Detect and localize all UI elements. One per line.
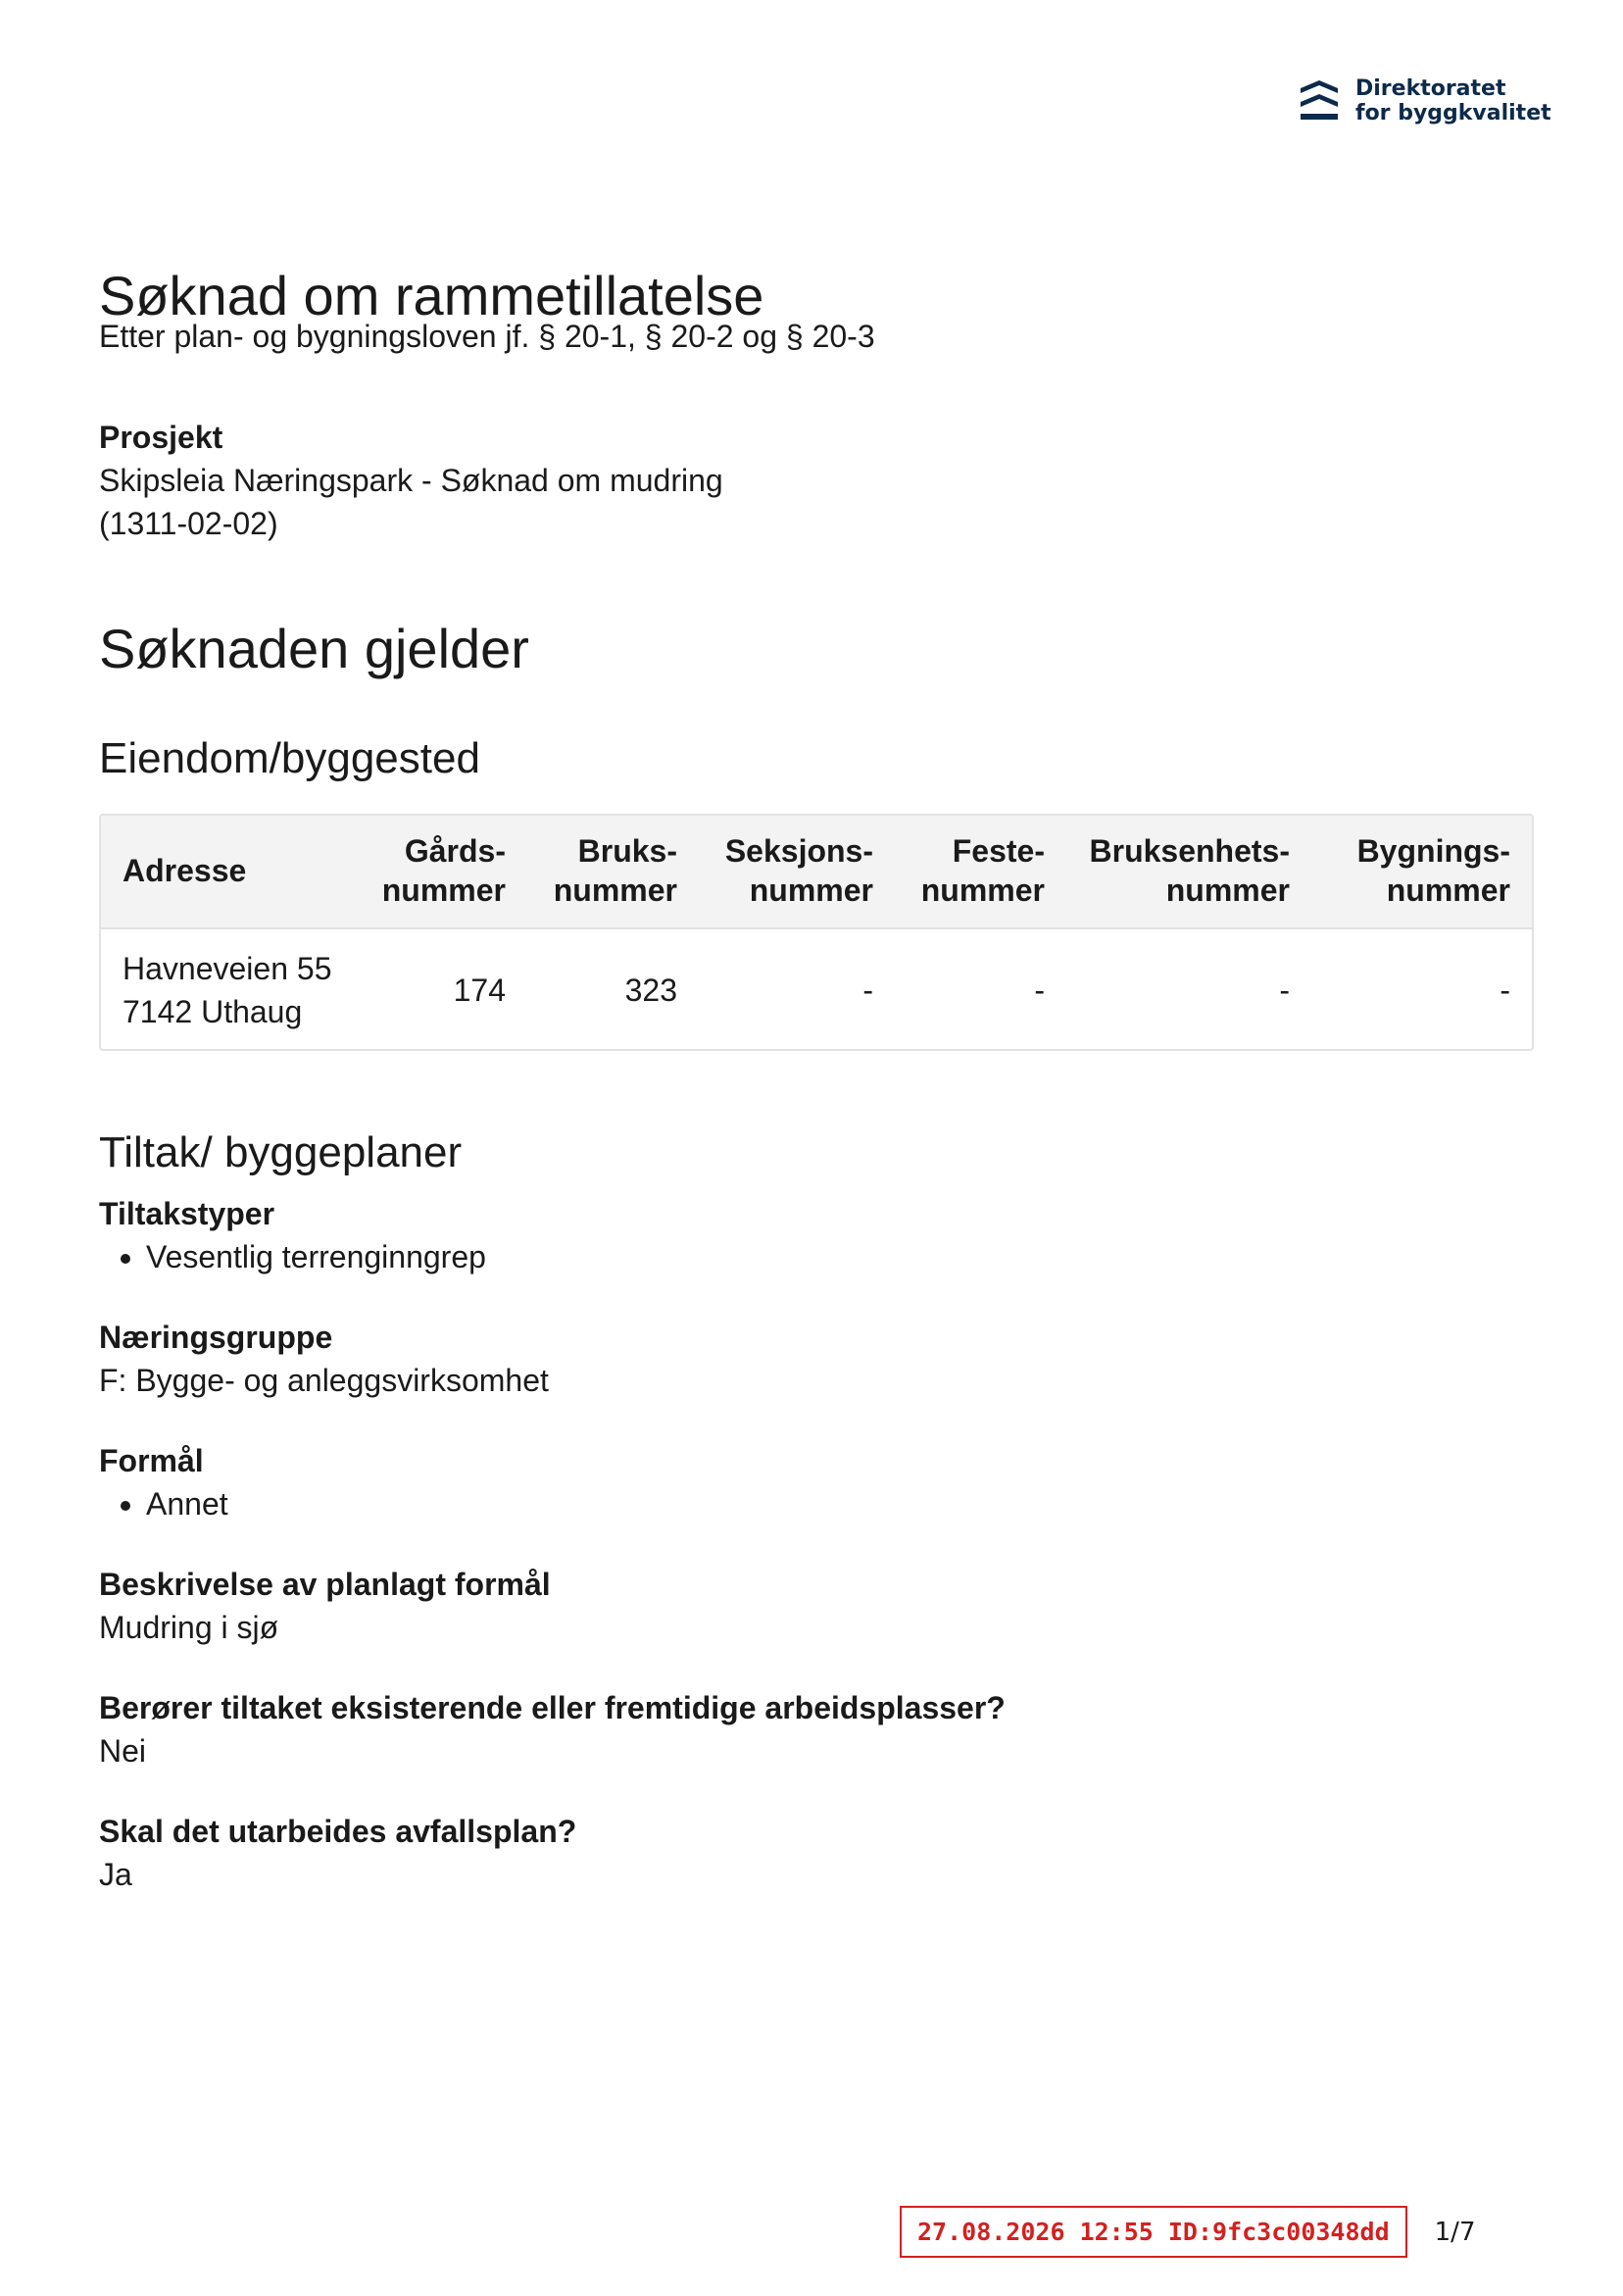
eiendom-heading: Eiendom/byggested [99, 734, 480, 782]
address-line: 7142 Uthaug [123, 994, 303, 1029]
page-title: Søknad om rammetillatelse [99, 265, 764, 326]
document-content [99, 265, 1532, 1896]
logo [1299, 76, 1551, 125]
column-header-bruksnummer [527, 816, 699, 928]
arbeidsplasser-block [99, 1686, 1532, 1772]
tiltakstyper-label: Tiltakstyper [99, 1196, 275, 1231]
arbeidsplasser-value: Nei [99, 1733, 147, 1769]
timestamp-id-stamp: 27.08.2026 12:55 ID:9fc3c00348dd [900, 2206, 1407, 2258]
eiendom-table [99, 814, 1534, 1051]
list-item: • Annet [146, 1482, 1532, 1525]
prosjekt-name: Skipsleia Næringspark - Søknad om mudring [99, 463, 723, 498]
column-header-line: nummer [1165, 873, 1290, 908]
formal-list [99, 1482, 1532, 1525]
column-header-line: Gårds- [404, 833, 506, 869]
column-header-gardsnummer [356, 816, 527, 928]
formal-label: Formål [99, 1443, 204, 1478]
list-item: • Vesentlig terrenginngrep [146, 1235, 1532, 1278]
chevron-stack-icon [1299, 76, 1340, 125]
cell-festenummer: - [895, 928, 1066, 1049]
tiltakstyper-list [99, 1235, 1532, 1278]
column-header-line: nummer [553, 873, 677, 908]
avfallsplan-value: Ja [99, 1857, 132, 1892]
cell-adresse [101, 928, 356, 1049]
column-header-line: nummer [749, 873, 873, 908]
naeringsgruppe-label: Næringsgruppe [99, 1320, 333, 1355]
avfallsplan-block [99, 1810, 1532, 1896]
prosjekt-block [99, 416, 1532, 545]
tiltak-heading: Tiltak/ byggeplaner [99, 1128, 463, 1176]
section-title: Søknaden gjelder [99, 618, 529, 679]
beskrivelse-value: Mudring i sjø [99, 1610, 279, 1645]
column-header-festenummer [895, 816, 1066, 928]
beskrivelse-block [99, 1563, 1532, 1649]
table-row [101, 928, 1532, 1049]
column-header-adresse [101, 816, 356, 928]
beskrivelse-label: Beskrivelse av planlagt formål [99, 1567, 551, 1602]
cell-bruksnummer: 323 [527, 928, 699, 1049]
logo-line1: Direktoratet [1355, 76, 1506, 101]
column-header-seksjonsnummer [699, 816, 895, 928]
tiltakstyper-block [99, 1192, 1532, 1278]
page-footer [900, 2206, 1475, 2258]
column-header-bygningsnummer [1311, 816, 1532, 928]
formal-block [99, 1439, 1532, 1525]
column-header-line: Feste- [952, 833, 1045, 869]
address-line: Havneveien 55 [123, 951, 332, 986]
column-header-line: Seksjons- [724, 833, 873, 869]
table-header-row [101, 816, 1532, 928]
naeringsgruppe-value: F: Bygge- og anleggsvirksomhet [99, 1363, 549, 1398]
column-header-line: nummer [1386, 873, 1510, 908]
column-header-line: nummer [920, 873, 1045, 908]
avfallsplan-label: Skal det utarbeides avfallsplan? [99, 1814, 577, 1849]
column-header-bruksenhetsnummer [1066, 816, 1311, 928]
page-subtitle: Etter plan- og bygningsloven jf. § 20-1, § 20-2 og § 20-3 [99, 319, 875, 354]
logo-text [1355, 76, 1551, 125]
arbeidsplasser-label: Berører tiltaket eksisterende eller fremtidige arbeidsplasser? [99, 1690, 1006, 1725]
naeringsgruppe-block [99, 1316, 1532, 1402]
column-header-line: nummer [381, 873, 506, 908]
logo-line2: for byggkvalitet [1355, 101, 1551, 125]
column-header-line: Adresse [123, 853, 247, 888]
page-number: 1/7 [1434, 2217, 1476, 2247]
cell-gardsnummer: 174 [356, 928, 527, 1049]
column-header-line: Bruksenhets- [1089, 833, 1290, 869]
cell-bygningsnummer: - [1311, 928, 1532, 1049]
cell-seksjonsnummer: - [699, 928, 895, 1049]
column-header-line: Bruks- [577, 833, 677, 869]
prosjekt-number: (1311-02-02) [99, 506, 278, 541]
prosjekt-label: Prosjekt [99, 420, 223, 455]
column-header-line: Bygnings- [1356, 833, 1510, 869]
cell-bruksenhetsnummer: - [1066, 928, 1311, 1049]
